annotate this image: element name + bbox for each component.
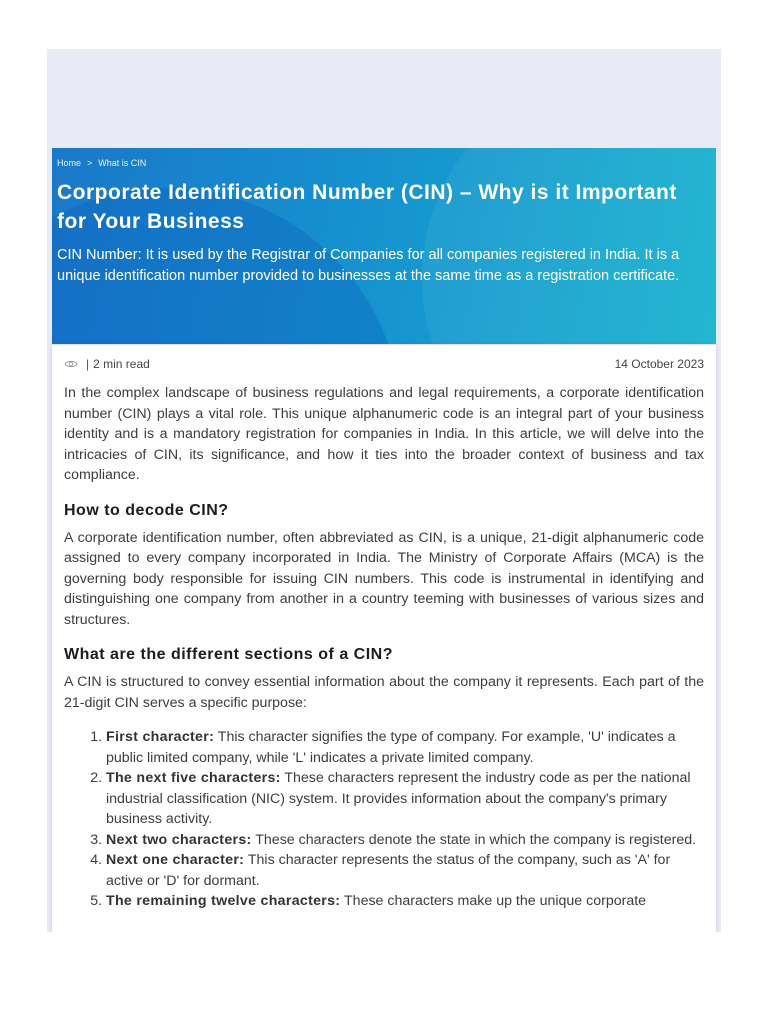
article-meta <box>64 357 704 371</box>
eye-icon <box>64 359 78 369</box>
list-item-term: First character: <box>106 729 215 745</box>
intro-paragraph: In the complex landscape of business regulations and legal requirements, a corporate identification number (CIN) plays a vital role. This unique alphanumeric code is an integral part of your business identity and is a mandatory registration for companies in India. In this article, we will delve into the intricacies of CIN, its significance, and how it ties into the broader context of business and tax compliance. <box>64 385 704 483</box>
list-item <box>106 850 704 891</box>
list-item-term: Next one character: <box>106 852 245 868</box>
meta-separator: | <box>86 357 90 371</box>
list-item-text: These characters make up the unique corporate <box>340 893 647 909</box>
page-title: Corporate Identification Number (CIN) – Why is it Important for Your Business <box>57 181 677 233</box>
read-time: 2 min read <box>93 357 150 371</box>
list-item-term: Next two characters: <box>106 831 252 848</box>
list-item-text: This character represents the status of the company, such as 'A' for active or 'D' for dormant. <box>106 852 671 889</box>
section-paragraph-decode: A corporate identification number, often abbreviated as CIN, is a unique, 21-digit alphanumeric code assigned to every company incorporated in India. The Ministry of Corporate Affairs (MCA) is the governing body responsible for issuing CIN numbers. This code is instrumental in identifying and distinguishing one company from another in a country teeming with businesses of various sizes and structures. <box>64 529 704 628</box>
list-item-term: The remaining twelve characters: <box>106 893 341 909</box>
breadcrumb <box>57 158 146 168</box>
section-heading-decode: How to decode CIN? <box>64 501 229 519</box>
list-item <box>106 830 704 851</box>
list-item <box>106 891 704 912</box>
list-item-text: These characters denote the state in which the company is registered. <box>251 831 697 848</box>
page-frame <box>47 49 721 932</box>
breadcrumb-separator: > <box>87 158 93 168</box>
hero-banner <box>52 148 716 344</box>
list-item-term: The next five characters: <box>106 770 281 786</box>
article-body <box>64 383 704 912</box>
list-item <box>106 727 704 768</box>
list-item-text: These characters represent the industry code as per the national industrial classification (NIC) system. It provides information about the company's primary business activity. <box>106 770 691 827</box>
list-item <box>106 768 704 830</box>
publish-date: 14 October 2023 <box>614 357 704 371</box>
list-item-text: This character signifies the type of company. For example, 'U' indicates a public limited company, while 'L' indicates a private limited company. <box>106 729 676 766</box>
hero-lead: CIN Number: It is used by the Registrar of Companies for all companies registered in India. It is a unique identification number provided to businesses at the same time as a registration certificate. <box>57 247 680 284</box>
section-paragraph-sections: A CIN is structured to convey essential information about the company it represents. Each part of the 21-digit CIN serves a specific purpose: <box>64 674 704 711</box>
breadcrumb-current-link[interactable]: What is CIN <box>98 158 147 168</box>
cin-sections-list <box>64 727 704 912</box>
breadcrumb-home-link[interactable]: Home <box>57 158 82 168</box>
article-card <box>52 345 716 932</box>
section-heading-sections: What are the different sections of a CIN? <box>64 646 393 663</box>
